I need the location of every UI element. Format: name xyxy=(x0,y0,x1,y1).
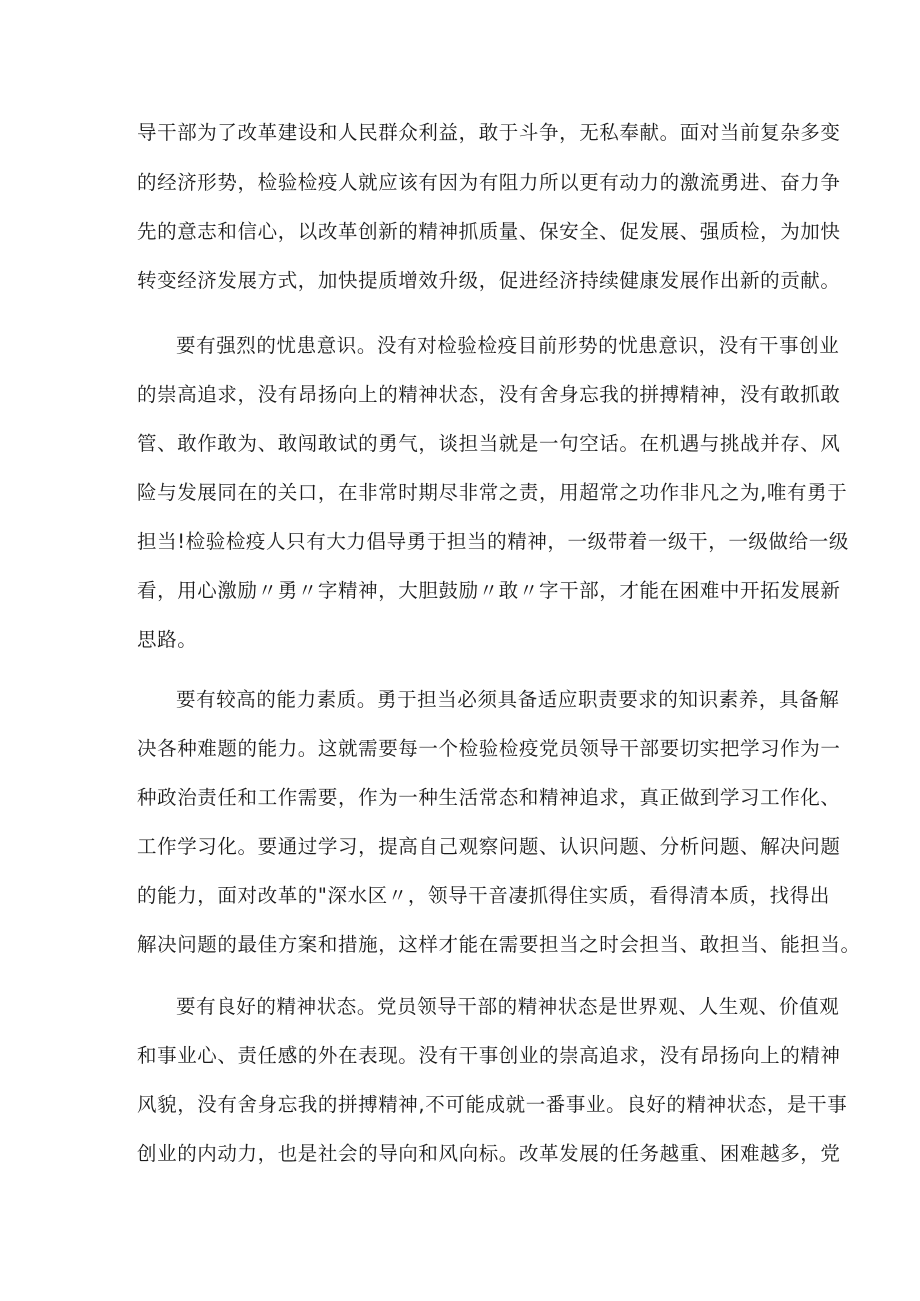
paragraph-line: 创业的内动力，也是社会的导向和风向标。改革发展的任务越重、困难越多，党 xyxy=(137,1142,841,1165)
paragraph-line: 种政治责任和工作需要，作为一种生活常态和精神追求，真正做到学习工作化、 xyxy=(137,786,841,809)
paragraph-line: 风貌，没有舍身忘我的拼搏精神,不可能成就一番事业。良好的精神状态，是干事 xyxy=(137,1093,848,1116)
paragraph-line: 看，用心激励〃勇〃字精神，大胆鼓励〃敢〃字干部，才能在困难中开拓发展新 xyxy=(137,579,841,602)
paragraph-line: 要有良好的精神状态。党员领导干部的精神状态是世界观、人生观、价值观 xyxy=(176,995,840,1018)
paragraph-line: 思路。 xyxy=(137,628,198,651)
paragraph-line: 和事业心、责任感的外在表现。没有干事创业的崇高追求，没有昂扬向上的精神 xyxy=(137,1044,841,1067)
paragraph-line: 工作学习化。要通过学习，提高自己观察问题、认识问题、分析问题、解决问题 xyxy=(137,835,841,858)
paragraph-line: 要有强烈的忧患意识。没有对检验检疫目前形势的忧患意识，没有干事创业 xyxy=(176,334,840,357)
paragraph-line: 先的意志和信心，以改革创新的精神抓质量、保安全、促发展、强质检，为加快 xyxy=(137,220,841,243)
paragraph-line: 的崇高追求，没有昂扬向上的精神状态，没有舍身忘我的拼搏精神，没有敢抓敢 xyxy=(137,383,841,406)
paragraph-line: 解决问题的最佳方案和措施，这样才能在需要担当之时会担当、敢担当、能担当。 xyxy=(137,933,861,956)
paragraph-line: 管、敢作敢为、敢闯敢试的勇气，谈担当就是一句空话。在机遇与挑战并存、风 xyxy=(137,432,841,455)
paragraph-line: 险与发展同在的关口，在非常时期尽非常之责，用超常之功作非凡之为,唯有勇于 xyxy=(137,481,848,504)
paragraph-line: 决各种难题的能力。这就需要每一个检验检疫党员领导干部要切实把学习作为一 xyxy=(137,737,841,760)
paragraph-line: 的经济形势，检验检疫人就应该有因为有阻力所以更有动力的激流勇进、奋力争 xyxy=(137,171,841,194)
paragraph-line: 导干部为了改革建设和人民群众利益，敢于斗争，无私奉献。面对当前复杂多变 xyxy=(137,121,841,144)
paragraph-line: 担当!检验检疫人只有大力倡导勇于担当的精神，一级带着一级干，一级做给一级 xyxy=(137,530,849,553)
paragraph-line: 转变经济发展方式，加快提质增效升级，促进经济持续健康发展作出新的贡献。 xyxy=(137,269,841,292)
paragraph-line: 要有较高的能力素质。勇于担当必须具备适应职责要求的知识素养，具备解 xyxy=(176,688,840,711)
paragraph-line: 的能力，面对改革的"深水区〃，领导干音凄抓得住实质，看得清本质，找得出 xyxy=(137,884,830,907)
